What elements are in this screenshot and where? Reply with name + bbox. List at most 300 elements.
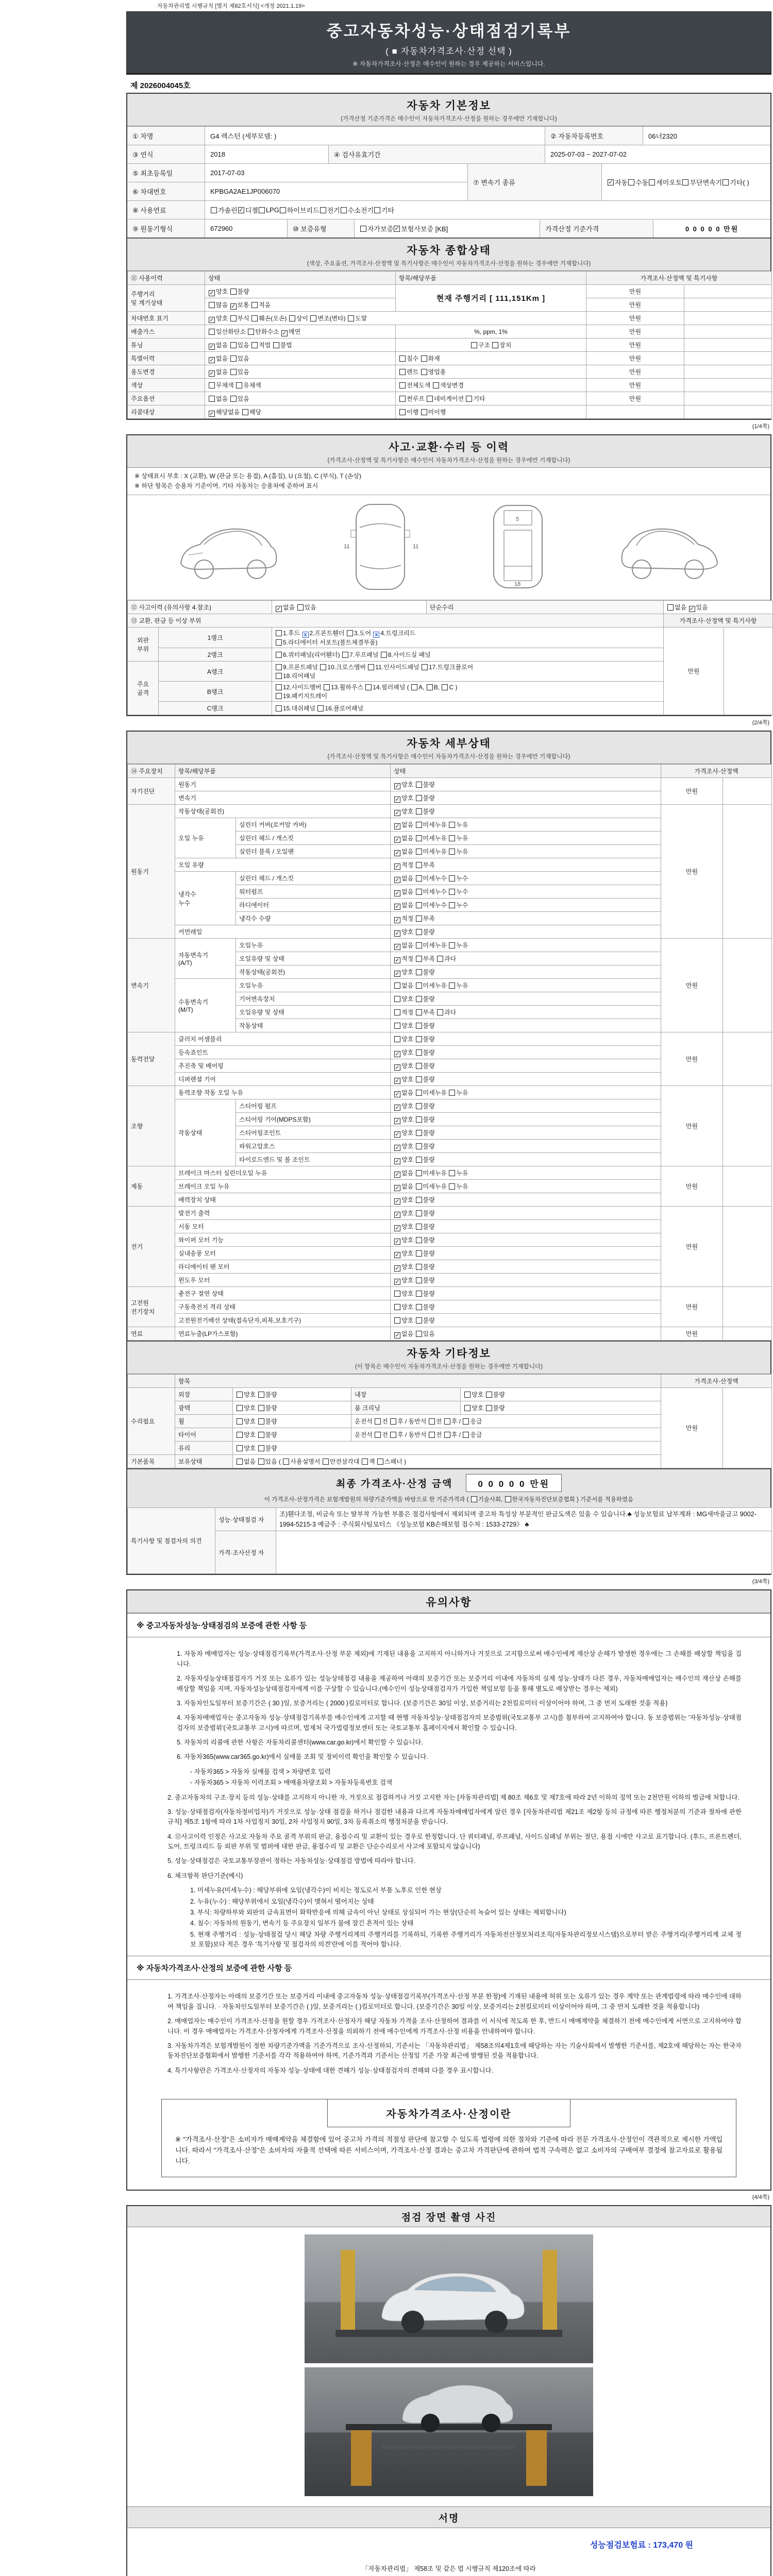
table-cell: 용도변경 — [128, 365, 205, 379]
checkbox-empty — [230, 315, 237, 321]
notice-list-1 — [127, 1637, 770, 1956]
table-cell: ✓ 양호 불량 — [205, 285, 396, 298]
svg-text:11: 11 — [412, 544, 418, 550]
table-cell: 양호 불량 — [461, 1388, 661, 1401]
checkbox-checked: ✓ — [395, 1144, 400, 1151]
table-row — [128, 628, 773, 648]
pricing-box-title: 자동차가격조사·산정이란 — [327, 2099, 570, 2127]
table-cell — [684, 379, 772, 392]
table-cell: 브레이크 마스터 실린더오일 누유 — [175, 1166, 391, 1180]
checkbox-empty — [416, 982, 422, 989]
checkbox-empty — [416, 1076, 422, 1082]
table-cell: 실린더 헤드 / 개스킷 — [236, 832, 391, 845]
table-cell: 렌트 영업용 — [396, 365, 586, 379]
table-cell: ✓ 양호 불량 — [391, 1059, 661, 1073]
svg-text:18: 18 — [514, 581, 520, 588]
notice-item: 3. 자동차인도일부터 보증기간은 ( 30 )일, 보증거리는 ( 2000 )킬로미터로 합니다. (보증기간은 30일 이상, 보증거리는 2천킬로미터 이상이어야 하며, 그 중 먼저 도래한 것을 적용) — [177, 1699, 668, 1707]
checkbox-empty — [466, 396, 472, 402]
checkbox-empty — [429, 1432, 435, 1438]
table-cell: 오일 유량 — [175, 858, 391, 872]
table-cell: ✓ 양호 불량 — [391, 1220, 661, 1233]
page-marker-3: (3/4쪽) — [752, 1579, 769, 1585]
table-cell — [684, 298, 772, 312]
checkbox-empty — [437, 956, 443, 962]
table-cell: 가격조사·산정액 및 특기사항 — [664, 614, 773, 628]
notice-item: 1. 가격조사·산정자는 아래의 보증기간 또는 보증거리 이내에 중고자동차 성능·상태점검기록부(가격조사·산정 부분 한정)에 기재된 내용에 허위 또는 오류가 있는 경우 계약 또는 관계법령에 따라 매수인에 대하여 책임을 집니다. · 자동차인도일부터 보증기간은 ( )일, 보증거리는 ( )킬로미터로 합니다. (보증기간은 30일 이상, 보증거리는 2천킬로미터 이상이어야 하며, 그 중 먼저 도래한 것을 적용합니다) — [167, 1993, 742, 2010]
checkbox-empty — [251, 302, 258, 308]
table-cell: 기어변속장치 — [236, 992, 391, 1006]
table-cell — [723, 778, 772, 805]
checkbox-checked: ✓ — [276, 605, 281, 612]
table-cell: ✓ 양호 불량 — [391, 1073, 661, 1086]
checkbox-empty — [416, 1183, 422, 1190]
table-row — [128, 765, 772, 778]
checkbox-empty — [323, 1459, 329, 1465]
table-row — [128, 352, 772, 365]
checkbox-checked: ✓ — [395, 836, 400, 843]
table-cell: 항목/해당부품 — [175, 765, 391, 778]
checkbox-empty — [374, 207, 380, 213]
inspection-photo-rear — [305, 2367, 593, 2496]
table-cell: 2랭크 — [159, 648, 272, 662]
checkbox-empty — [394, 1023, 400, 1029]
table-cell: 만원 — [661, 1166, 723, 1207]
table-cell: ✓ 없음 있음 — [391, 1327, 661, 1341]
checkbox-x-marked: x — [303, 632, 309, 638]
notice-item: 3. 성능·상태점검자(자동차정비업자)가 거짓으로 성능·상태 점검을 하거나 점검한 내용과 다르게 자동차매매업자에게 알린 경우 [자동차관리법 제21조 제2항 등의 규정에 따른 행정처분의 기준과 절차에 관한 규칙] 제5조 1항에 따라 1차 사업정지 30일, 2차 사업정지 90일, 3차 등록취소의 행정처분을 받습니다. — [167, 1808, 742, 1826]
table-cell: 고전원전기배선 상태(접속단자,피복,보호기구) — [175, 1314, 391, 1327]
table-cell: 이행 미이행 — [396, 405, 586, 419]
checkbox-checked: ✓ — [395, 957, 400, 963]
table-cell: 오일유량 및 상태 — [236, 952, 391, 965]
checkbox-empty — [449, 849, 455, 855]
checkbox-empty — [251, 342, 258, 348]
checkbox-empty — [628, 179, 634, 185]
photo-band — [127, 2227, 770, 2506]
table-cell: ✓ 양호 불량 — [391, 1233, 661, 1247]
table-cell: ✓ 양호 불량 — [391, 1274, 661, 1287]
checkbox-empty — [416, 1049, 422, 1056]
checkbox-empty — [416, 1224, 422, 1230]
checkbox-empty — [416, 782, 422, 788]
table-cell: 시동 모터 — [175, 1220, 391, 1233]
checkbox-empty — [416, 1023, 422, 1029]
table-cell: 유리 — [175, 1442, 233, 1455]
table-row — [128, 1166, 772, 1180]
checkbox-empty — [276, 630, 282, 636]
checkbox-empty — [471, 1496, 477, 1502]
table-cell — [684, 312, 772, 325]
signature-header: 서명 — [127, 2506, 770, 2528]
checkbox-empty — [416, 902, 422, 908]
table-row — [128, 312, 772, 325]
table-cell: 특별이력 — [128, 352, 205, 365]
checkbox-empty — [649, 179, 655, 185]
checkbox-empty — [276, 693, 282, 699]
notice-item: 2. 누유(누수) : 해당부위에서 오일(냉각수)이 맺혀서 떨어지는 상태 — [190, 1897, 374, 1905]
checkbox-checked: ✓ — [209, 316, 214, 323]
checkbox-empty — [209, 329, 215, 335]
table-cell — [684, 338, 772, 352]
table-row — [128, 778, 772, 791]
car-diagram-rear-right — [612, 499, 730, 595]
etc-header: 자동차 기타정보 (이 항목은 매수인이 자동차가격조사·산정을 원하는 경우에만 기재합니다) — [127, 1341, 770, 1374]
table-cell: 조향 — [128, 1086, 175, 1166]
checkbox-empty — [248, 329, 254, 335]
table-cell: 만원 — [661, 1032, 723, 1086]
checkbox-checked: ✓ — [209, 357, 214, 363]
checkbox-empty — [722, 179, 729, 185]
table-cell: 9.프론트패널 10.크로스멤버 11.인사이드패널 17.트렁크플로어 18.리어패널 — [272, 662, 664, 682]
checkbox-empty — [342, 652, 348, 658]
photo-front-illustration — [305, 2234, 593, 2363]
table-cell: 스티어링 기어(MDPS포함) — [236, 1113, 391, 1126]
notice-item: 4. 특기사항란은 가격조사·산정자의 자동차 성능·상태에 대한 견해가 성능·상태점검자의 견해와 다를 경우 표시합니다. — [167, 2066, 494, 2074]
checkbox-empty — [317, 705, 324, 711]
table-cell: 운전석 전 후 / 동반석 전 후 / 응급 — [351, 1415, 661, 1428]
table-cell: 냉각수 수량 — [236, 912, 391, 925]
table-cell: 원동기 — [128, 805, 175, 939]
checkbox-empty — [237, 1432, 243, 1438]
checkbox-empty — [209, 396, 215, 402]
appraiser-label: 가격·조사산정 자 — [215, 1531, 276, 1574]
table-cell: %, ppm, 1% — [396, 325, 586, 338]
checkbox-checked: ✓ — [209, 290, 214, 296]
checkbox-empty — [237, 1405, 243, 1411]
checkbox-empty — [437, 1009, 443, 1015]
table-cell: 만원 — [661, 1388, 723, 1468]
table-cell: 클러치 어셈블리 — [175, 1032, 391, 1046]
checkbox-empty — [421, 409, 427, 415]
table-cell: 커먼레일 — [175, 925, 391, 939]
table-row — [128, 1032, 772, 1046]
table-row — [128, 1287, 772, 1300]
notice-list-2 — [127, 1980, 770, 2086]
table-cell: 없음 있음 — [205, 392, 396, 405]
checkbox-checked: ✓ — [209, 343, 214, 350]
checkbox-empty — [429, 1418, 435, 1425]
table-cell: 만원 — [661, 805, 723, 939]
basic-row-engine: ⑨ 원동기형식 672960 ⑩ 보증유형 자가보증 ✓ 보험사보증 [KB] 가격산정 기준가격 0 0 0 0 0 만원 — [127, 219, 770, 238]
checkbox-empty — [258, 1392, 264, 1398]
table-cell: ✓ 양호 불량 — [391, 1140, 661, 1153]
notice-item: 1. 자동차 매매업자는 성능·상태점검기록부(가격조사·산정 부분 제외)에 기재된 내용을 고지하지 아니하거나 거짓으로 고지함으로써 매수인에게 재산상 손해가 발생한 경우에는 그 손해를 배상할 책임을 집니다. — [177, 1650, 742, 1668]
table-cell: 보유상태 — [175, 1455, 233, 1468]
detail-header: 자동차 세부상태 (가격조사·산정액 및 특기사항은 매수인이 자동차가격조사·산정을 원하는 경우에만 기재합니다) — [127, 732, 770, 764]
table-cell: 타이어 — [175, 1428, 233, 1442]
page-marker-4: (4/4쪽) — [752, 2194, 769, 2201]
checkbox-empty — [416, 1063, 422, 1069]
checkbox-empty — [276, 639, 282, 646]
table-cell: ✓ 양호 불량 — [391, 1113, 661, 1126]
checkbox-empty — [416, 1090, 422, 1096]
notice-item: 6. 체크항목 판단기준(예시) — [167, 1872, 243, 1879]
checkbox-empty — [276, 664, 282, 670]
table-cell: ✓ 없음 있음 — [205, 365, 396, 379]
checkbox-empty — [230, 355, 237, 362]
table-row — [128, 338, 772, 352]
table-cell: 연료누출(LP가스포함) — [175, 1327, 391, 1341]
checkbox-checked: ✓ — [395, 1184, 400, 1191]
checkbox-empty — [416, 1197, 422, 1203]
table-cell: 6.쿼터패널(리어휀더) 7.루프패널 8.사이드실 패널 — [272, 648, 664, 662]
table-cell: 라디에이터 — [236, 899, 391, 912]
checkbox-empty — [390, 1418, 396, 1425]
checkbox-empty — [416, 1317, 422, 1324]
table-cell: 만원 — [661, 778, 723, 805]
checkbox-empty — [416, 942, 422, 948]
table-cell: 윈도우 모터 — [175, 1274, 391, 1287]
checkbox-empty — [259, 207, 265, 213]
table-cell: 스티어링 펌프 — [236, 1099, 391, 1113]
table-cell — [684, 352, 772, 365]
table-cell: 양호 불량 — [391, 1300, 661, 1314]
checkbox-empty — [416, 916, 422, 922]
table-cell: 만원 — [661, 1287, 723, 1327]
checkbox-empty — [324, 684, 330, 690]
checkbox-empty — [377, 1459, 383, 1465]
checkbox-checked: ✓ — [395, 1104, 400, 1111]
table-cell: 배출가스 — [128, 325, 205, 338]
basic-info-header: 자동차 기본정보 (가격산정 기준가격은 매수인이 자동차가격조사·산정을 원하는 경우에만 기재합니다) — [127, 94, 770, 126]
record-sheet — [126, 11, 771, 2576]
accident-header: 사고·교환·수리 등 이력 (가격조사·산정액 및 특기사항은 매수인이 자동차가격조사·산정을 원하는 경우에만 기재합니다) — [127, 435, 770, 468]
checkbox-checked: ✓ — [395, 1198, 400, 1205]
checkbox-empty — [399, 409, 406, 415]
notice-item: - 자동차365 > 자동차 이력조회 > 매매용차량조회 > 자동차등록번호 검색 — [190, 1779, 393, 1787]
table-cell: 운전석 전 후 / 동반석 전 후 / 응급 — [351, 1428, 661, 1442]
section-photos-signature — [126, 2205, 771, 2576]
checkbox-checked: ✓ — [395, 783, 400, 789]
checkbox-empty — [362, 1459, 368, 1465]
table-cell: 1.후드 x 2.프론트휀더 3.도어 x 4.트렁크리드 5.라디에이터 서포트(볼트체결부품) — [272, 628, 664, 648]
table-cell: 없음 있음 ( 사용설명서 안전삼각대 잭 스패너 ) — [233, 1455, 661, 1468]
table-cell: ✓ 없음 미세누수 누수 — [391, 872, 661, 885]
table-cell: ✓ 없음 미세누유 누유 — [391, 1086, 661, 1099]
checkbox-empty — [399, 355, 406, 362]
checkbox-empty — [347, 630, 353, 636]
checkbox-empty — [416, 1250, 422, 1257]
checkbox-empty — [237, 1392, 243, 1398]
table-cell — [684, 405, 772, 419]
checkbox-empty — [667, 604, 674, 611]
checkbox-checked: ✓ — [395, 809, 400, 816]
checkbox-empty — [422, 664, 428, 670]
table-cell: 만원 — [661, 939, 723, 1032]
checkbox-empty — [237, 1459, 243, 1465]
table-cell: ✓ 없음 미세누유 누유 — [391, 832, 661, 845]
section-basic-info — [126, 93, 771, 420]
notice-header: 유의사항 — [127, 1590, 770, 1613]
table-cell: 만원 — [586, 352, 684, 365]
checkbox-checked: ✓ — [209, 370, 214, 377]
table-cell: 없음 미세누유 누유 — [391, 979, 661, 992]
table-cell: ✓ 양호 불량 — [391, 1207, 661, 1220]
table-cell: 원동기 — [175, 778, 391, 791]
table-cell: 만원 — [586, 312, 684, 325]
notice-item: 5. 자동차의 리콜에 관한 사항은 자동차리콜센터(www.car.go.kr)에서 확인할 수 있습니다. — [177, 1739, 423, 1746]
svg-text:11: 11 — [343, 544, 349, 550]
notice-item: 4. ⑫사고이력 인정은 사고로 자동차 주요 골격 부위의 판금, 용접수리 및 교환이 있는 경우로 한정합니다. 단 쿼터패널, 루프패널, 사이드실패널 부위는 절단, 용접 시에만 사고로 표기합니다. (후드, 프론트펜더, 도어, 트렁크리드 등 외판 부위 및 범퍼에 대한 판금, 용접수리 및 교환은 단순수리로서 사고에 포함되지 않습니다) — [167, 1833, 742, 1850]
table-row — [128, 1207, 772, 1220]
table-cell — [684, 392, 772, 405]
signature-area — [127, 2528, 770, 2560]
checkbox-empty — [368, 664, 374, 670]
checkbox-empty — [464, 1392, 470, 1398]
table-row — [128, 405, 772, 419]
etc-table — [127, 1374, 772, 1468]
table-cell: 양호 불량 — [233, 1415, 351, 1428]
table-cell: 항목/해당부품 — [396, 272, 586, 285]
checkbox-empty — [237, 1418, 243, 1425]
table-cell: 오일누유 — [236, 979, 391, 992]
checkbox-empty — [416, 862, 422, 868]
checkbox-checked: ✓ — [395, 796, 400, 803]
table-cell: 실린더 커버(로커암 커버) — [236, 818, 391, 832]
table-cell: 작동상태 — [175, 1099, 236, 1166]
title-band — [126, 11, 771, 75]
table-cell: ✓ 양호 부식 훼손(오손) 상이 변조(변타) 도말 — [205, 312, 586, 325]
table-cell: 현재 주행거리 [ 111,151Km ] — [396, 285, 586, 312]
checkbox-empty — [348, 315, 354, 321]
checkbox-checked: ✓ — [395, 1091, 400, 1097]
table-cell: 주요옵션 — [128, 392, 205, 405]
table-cell: 구동축전지 격리 상태 — [175, 1300, 391, 1314]
checkbox-empty — [394, 982, 400, 989]
table-cell: 배력장치 상태 — [175, 1193, 391, 1207]
checkbox-empty — [411, 684, 417, 690]
checkbox-empty — [442, 684, 448, 690]
table-cell: ✓ 없음 있음 — [205, 352, 396, 365]
notice-item: 5. 현재 주행거리 : 성능·상태점검 당시 해당 차량 주행거리계의 주행거리를 기록하되, 기록한 주행거리가 자동차전산정보처리조직(자동차관리정보시스템)으로부터 받은 주행거리(주행거리계 교체 정보 포함)보다 적은 경우 '특기사항 및 점검자의 의견'란에 이를 적어야 합니다. — [190, 1930, 742, 1948]
insurance-fee: 성능점검보험료 : 173,470 원 — [590, 2540, 693, 2550]
checkbox-empty — [320, 207, 326, 213]
table-cell: 휠 — [175, 1415, 233, 1428]
checkbox-checked: ✓ — [395, 1225, 400, 1231]
checkbox-empty — [289, 315, 295, 321]
table-cell: ✓ 없음 미세누유 누유 — [391, 939, 661, 952]
checkbox-empty — [209, 302, 215, 308]
table-cell: 워터펌프 — [236, 885, 391, 899]
checkbox-empty — [463, 1418, 469, 1425]
checkbox-checked: ✓ — [608, 179, 613, 185]
table-cell: 양호 불량 — [391, 992, 661, 1006]
table-cell: ⑭ 주요장치 — [128, 765, 175, 778]
checkbox-empty — [258, 1418, 264, 1425]
table-cell: 양호 불량 — [233, 1388, 351, 1401]
table-cell — [684, 325, 772, 338]
table-cell: 가격조사·산정액 — [661, 1375, 772, 1388]
table-cell: 타이로드엔드 및 볼 조인트 — [236, 1153, 391, 1166]
notice-subheader-1: ※ 중고자동차성능·상태점검의 보증에 관한 사항 등 — [127, 1613, 770, 1637]
table-cell: 가격조사·산정액 및 특기사항 — [586, 272, 772, 285]
checkbox-empty — [360, 226, 366, 232]
table-cell: 만원 — [664, 628, 724, 715]
table-cell: 자기진단 — [128, 778, 175, 805]
table-cell: 주요 골격 — [128, 662, 159, 715]
transmission-checks: ✓ 자동 수동 세미오토 무단변속기 기타( ) — [601, 164, 770, 200]
table-cell: 동력조향 작동 오일 누유 — [175, 1086, 391, 1099]
checkbox-empty — [310, 315, 316, 321]
checkbox-x-marked: x — [373, 632, 379, 638]
checkbox-empty — [444, 1418, 450, 1425]
table-cell: 1랭크 — [159, 628, 272, 648]
notice-item: 2. 매매업자는 매수인이 가격조사·산정을 원할 경우 가격조사·산정자가 해당 자동차 가격을 조사·산정하여 결과를 이 서식에 적도록 한 후, 반드시 매매계약을 체결하기 전에 매수인에게 서면으로 고지하여야 합니다. 이 경우 매매업자는 가격조사·산정자에게 가격조사·산정을 의뢰하기 전에 매수인에게 가격조사·산정 비용을 안내하여야 합니다. — [167, 2018, 742, 2035]
table-cell: ✓ 양호 불량 — [391, 778, 661, 791]
checkbox-checked: ✓ — [395, 1278, 400, 1285]
table-row — [128, 939, 772, 952]
table-cell: A랭크 — [159, 662, 272, 682]
table-cell: 변속기 — [128, 939, 175, 1032]
checkbox-empty — [416, 1143, 422, 1149]
opinions-table — [127, 1507, 772, 1574]
notice-item: 6. 자동차365(www.car365.go.kr)에서 실매물 조회 및 정비이력 확인을 확인할 수 있습니다. — [177, 1753, 428, 1761]
table-cell: ✓ 적정 부족 과다 — [391, 952, 661, 965]
table-cell — [724, 628, 773, 715]
table-cell: ✓ 적정 부족 — [391, 858, 661, 872]
checkbox-empty — [427, 396, 433, 402]
checkbox-empty — [421, 369, 427, 375]
table-cell — [723, 1032, 772, 1086]
table-cell: 동력전달 — [128, 1032, 175, 1086]
checkbox-empty — [365, 684, 372, 690]
checkbox-checked: ✓ — [395, 1064, 400, 1071]
final-price-value: 0 0 0 0 0 만원 — [466, 1474, 562, 1492]
table-cell — [586, 405, 684, 419]
section-notice — [126, 1589, 771, 2191]
car-diagram-top — [337, 499, 424, 595]
checkbox-empty — [390, 1432, 396, 1438]
checkbox-empty — [449, 942, 455, 948]
checkbox-empty — [237, 1445, 243, 1451]
checkbox-empty — [381, 652, 387, 658]
checkbox-empty — [449, 1183, 455, 1190]
table-cell: ✓ 양호 불량 — [391, 805, 661, 818]
table-cell: 라디에이터 팬 모터 — [175, 1260, 391, 1274]
checkbox-empty — [276, 705, 282, 711]
table-cell: 스티어링조인트 — [236, 1126, 391, 1140]
checkbox-empty — [486, 1405, 492, 1411]
table-cell: ✓ 없음 미세누유 누유 — [391, 818, 661, 832]
checkbox-empty — [682, 179, 688, 185]
checkbox-empty — [449, 1170, 455, 1176]
table-cell: 양호 불량 — [391, 1314, 661, 1327]
table-cell — [128, 1375, 175, 1388]
table-cell: 12.사이드멤버 13.휠하우스 14.필러패널 ( A, B, C ) 19.패키지트레이 — [272, 682, 664, 702]
car-diagram-underbody — [474, 499, 562, 595]
table-cell: 상태 — [391, 765, 661, 778]
checkbox-empty — [394, 1304, 400, 1310]
checkbox-checked: ✓ — [395, 1077, 400, 1084]
checkbox-empty — [394, 1009, 400, 1015]
table-cell — [684, 365, 772, 379]
checkbox-empty — [394, 1317, 400, 1324]
notice-item: 2. 자동차성능상태점검자가 거짓 또는 오류가 있는 성능상태점검 내용을 제공하여 아래의 보증기간 또는 보증거리 이내에 자동차의 실제 성능·상태가 다른 경우, 자동차매매업자는 매수인의 재산상 손해를 배상할 책임을 지며, 자동차성능상태점검자에게 이를 구상할 수 있습니다.(매수인이 성능상태점검자가 가입한 책임보험 등을 통해 별도로 배상받는 경우는 제외) — [177, 1675, 742, 1692]
checkbox-checked: ✓ — [395, 1050, 400, 1057]
table-row — [128, 285, 772, 298]
checkbox-checked: ✓ — [282, 330, 287, 336]
table-cell: 실린더 헤드 / 개스킷 — [236, 872, 391, 885]
table-cell: 디퍼렌셜 기어 — [175, 1073, 391, 1086]
table-cell: ✓ 없음 미세누유 누유 — [391, 1166, 661, 1180]
table-cell: 색상 — [128, 379, 205, 392]
checkbox-empty — [449, 1090, 455, 1096]
checkbox-empty — [416, 835, 422, 841]
checkbox-checked: ✓ — [395, 863, 400, 870]
table-cell: C랭크 — [159, 702, 272, 715]
checkbox-empty — [416, 1304, 422, 1310]
checkbox-empty — [416, 822, 422, 828]
